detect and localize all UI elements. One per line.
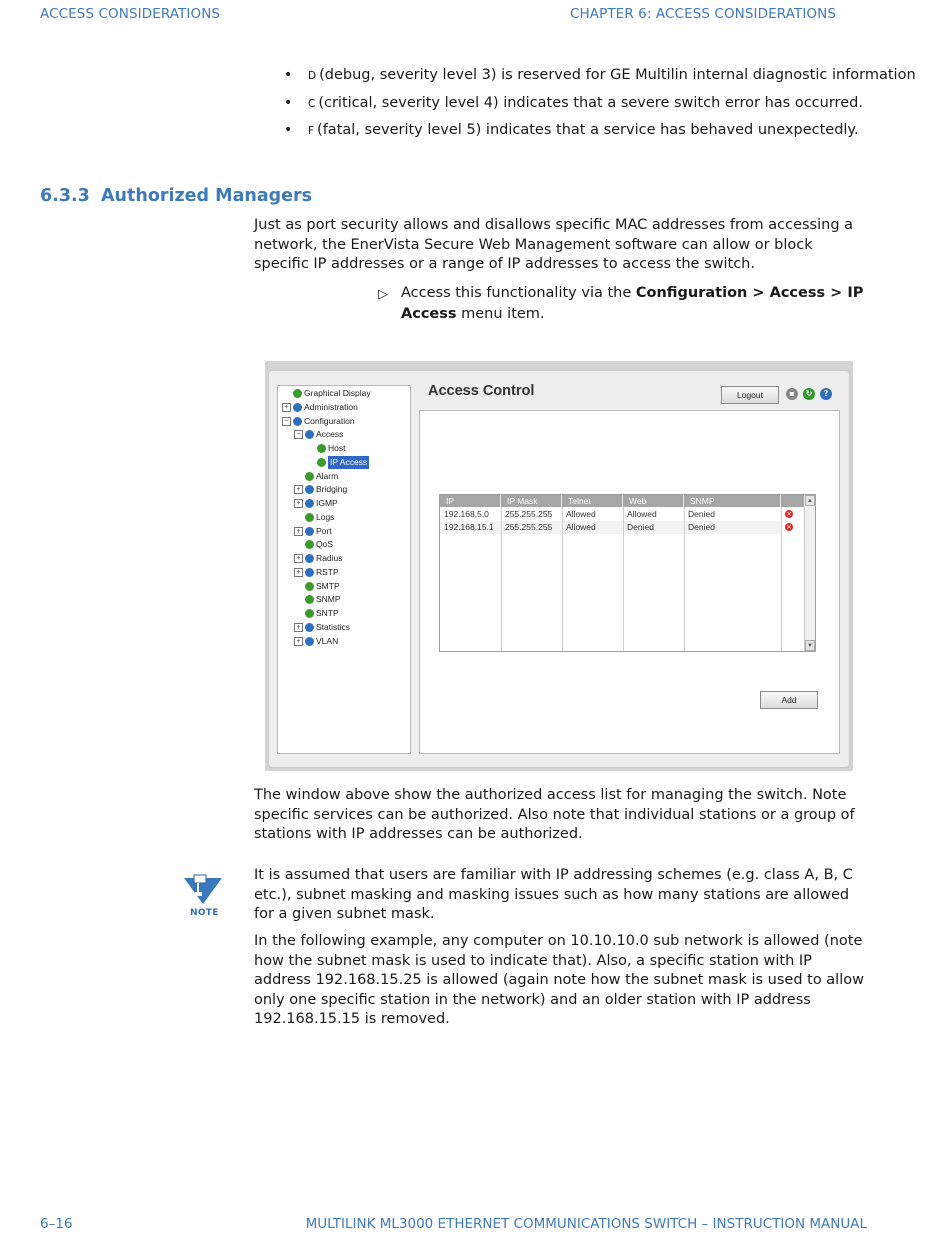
delete-icon[interactable]: × [786, 523, 792, 531]
screenshot-description: The window above show the authorized access list for managing the switch. Note specific services can be authorized. Also note that individual stations or a group of stations with IP addresses can be authorized. [254, 787, 855, 843]
tree-item-configuration[interactable] [282, 415, 406, 428]
section-number: 6.3.3 [40, 186, 90, 206]
expand-icon[interactable]: + [294, 637, 303, 646]
tree-item-label: RSTP [316, 566, 339, 577]
severity-code: C [308, 97, 316, 110]
tree-item-port[interactable] [294, 525, 406, 538]
logout-button[interactable]: Logout [721, 386, 779, 404]
tree-item-label: Alarm [316, 470, 339, 481]
running-footer: MULTILINK ML3000 ETHERNET COMMUNICATIONS SWITCH – INSTRUCTION MANUAL [305, 1216, 867, 1232]
app-window [268, 370, 850, 768]
tree-item-vlan[interactable] [294, 635, 406, 648]
expand-icon[interactable]: + [294, 499, 303, 508]
tree-item-label: Bridging [316, 484, 348, 495]
expand-icon[interactable]: + [294, 527, 303, 536]
folder-bullet-icon [305, 637, 314, 646]
folder-bullet-icon [305, 430, 314, 439]
folder-bullet-icon [305, 527, 314, 536]
tree-item-igmp[interactable] [294, 497, 406, 510]
tree-item-radius[interactable] [294, 552, 406, 565]
list-item: • C (critical, severity level 4) indicates that a severe switch error has occurred. [284, 94, 863, 111]
intro-paragraph: Just as port security allows and disallows specific MAC addresses from accessing a network, the EnerVista Secure Web Management software can allow or block specific IP addresses or a range of IP addresses to access the switch. [254, 217, 854, 273]
scroll-down-icon[interactable]: ▼ [805, 640, 815, 651]
folder-bullet-icon [305, 623, 314, 632]
folder-bullet-icon [305, 485, 314, 494]
tree-item-host[interactable] [306, 442, 406, 455]
tree-item-label: SNTP [316, 608, 339, 618]
access-control-screenshot [265, 361, 853, 771]
table-cell: 192.168.5.0 [444, 509, 489, 519]
tree-item-label: Administration [304, 401, 358, 412]
folder-bullet-icon [293, 417, 302, 426]
expand-icon[interactable]: + [294, 554, 303, 563]
collapse-icon[interactable]: − [294, 430, 303, 439]
severity-text: (debug, severity level 3) is reserved for GE Multilin internal diagnostic information [319, 67, 916, 83]
tree-item-label: VLAN [316, 635, 339, 646]
table-cell: 192.168.15.1 [444, 522, 494, 532]
navigation-tree [277, 385, 411, 754]
column-header[interactable]: Telnet [562, 495, 623, 507]
tree-item-label: Port [316, 525, 332, 536]
running-header-left: ACCESS CONSIDERATIONS [40, 6, 221, 22]
page-bullet-icon [293, 389, 302, 398]
page-bullet-icon [305, 472, 314, 481]
refresh-icon[interactable]: ↻ [803, 388, 815, 400]
column-header[interactable]: Web [623, 495, 684, 507]
folder-bullet-icon [305, 554, 314, 563]
section-title: Authorized Managers [101, 186, 313, 206]
tree-item-qos[interactable] [294, 538, 406, 551]
folder-bullet-icon [305, 499, 314, 508]
menu-path-instruction: ▷ Access this functionality via the Configuration > Access > IP Access menu item. [378, 285, 864, 322]
tree-item-smtp[interactable] [294, 580, 406, 593]
running-header-right: CHAPTER 6: ACCESS CONSIDERATIONS [569, 6, 836, 22]
add-button[interactable]: Add [760, 691, 818, 709]
table-cell: Denied [627, 522, 654, 532]
tree-item-logs[interactable] [294, 511, 406, 524]
tree-item-sntp[interactable] [294, 607, 406, 620]
column-header[interactable]: IP [440, 495, 501, 507]
tree-item-label: SNMP [316, 594, 341, 605]
folder-bullet-icon [293, 403, 302, 412]
page-title: Access Control [428, 383, 535, 399]
column-header [781, 495, 805, 507]
tree-item-label: Host [328, 443, 346, 453]
note-label: NOTE [190, 908, 219, 918]
page-bullet-icon [317, 444, 326, 453]
table-cell: 255.255.255 [505, 509, 553, 519]
tree-item-label: Radius [316, 553, 343, 563]
severity-code: D [308, 70, 317, 82]
list-item: • D (debug, severity level 3) is reserved for GE Multilin internal diagnostic information [284, 67, 916, 83]
content-area [419, 379, 840, 754]
ip-access-table [439, 494, 816, 652]
page-bullet-icon [305, 582, 314, 591]
tree-item-alarm[interactable] [294, 470, 406, 483]
tree-item-ip-access[interactable] [306, 456, 406, 469]
expand-icon[interactable]: + [294, 623, 303, 632]
tree-item-label: Logs [316, 511, 335, 522]
tree-item-label: Access [316, 429, 344, 440]
expand-icon[interactable]: + [294, 485, 303, 494]
severity-text: (critical, severity level 4) indicates that a severe switch error has occurred. [318, 94, 863, 111]
tree-item-access[interactable] [294, 428, 406, 441]
note-text: It is assumed that users are familiar with IP addressing schemes (e.g. class A, B, C etc.), subnet masking and masking issues such as how many stations are allowed for a given subnet mask. [254, 867, 853, 923]
content-panel [419, 410, 840, 754]
tree-item-label: IGMP [316, 498, 338, 508]
page-number: 6–16 [40, 1216, 73, 1232]
column-header[interactable]: IP Mask [501, 495, 562, 507]
tree-item-rstp[interactable] [294, 566, 406, 579]
tree-item-snmp[interactable] [294, 593, 406, 606]
page-bullet-icon [305, 609, 314, 618]
page-bullet-icon [305, 513, 314, 522]
table-cell: Denied [688, 509, 715, 519]
page-bullet-icon [317, 458, 326, 467]
tree-item-label: IP Access [330, 456, 368, 467]
tree-item-label: Configuration [304, 415, 355, 426]
delete-icon[interactable]: × [786, 510, 792, 518]
table-cell: Denied [688, 522, 715, 532]
table-cell: Allowed [566, 509, 596, 519]
table-cell: Allowed [566, 522, 596, 532]
example-paragraph: In the following example, any computer on 10.10.10.0 sub network is allowed (note how the subnet mask is used to indicate that). Also, a specific station with IP address 192.168.15.25 is allowed (again note how the subnet mask is used to allow only one specific station in the network) and an older station with IP address 192.168.15.15 is removed. [254, 933, 864, 1028]
scroll-up-icon[interactable]: ▲ [805, 495, 815, 506]
column-header[interactable]: SNMP [684, 495, 781, 507]
tree-item-bridging[interactable] [294, 483, 406, 496]
tree-item-label: Statistics [316, 621, 351, 632]
tree-item-label: SMTP [316, 580, 340, 591]
list-item: • F (fatal, severity level 5) indicates that a service has behaved unexpectedly. [284, 122, 859, 138]
page-bullet-icon [305, 595, 314, 604]
severity-text: (fatal, severity level 5) indicates that a service has behaved unexpectedly. [317, 122, 859, 138]
severity-code: F [308, 125, 315, 137]
folder-bullet-icon [305, 568, 314, 577]
tree-item-administration[interactable] [282, 401, 406, 414]
triangle-icon: ▷ [378, 287, 388, 302]
save-icon[interactable]: ▪ [786, 388, 798, 400]
tree-item-label: QoS [316, 539, 334, 550]
tree-item-graphical-display[interactable] [282, 387, 406, 400]
expand-icon[interactable]: + [282, 403, 291, 412]
page-bullet-icon [305, 540, 314, 549]
menu-path: Configuration > Access > IP Access [401, 285, 864, 322]
table-scrollbar[interactable] [804, 495, 815, 651]
collapse-icon[interactable]: − [282, 417, 291, 426]
tree-item-statistics[interactable] [294, 621, 406, 634]
expand-icon[interactable]: + [294, 568, 303, 577]
tree-item-label: Graphical Display [304, 388, 371, 398]
table-cell: Allowed [627, 509, 657, 519]
help-icon[interactable]: ? [820, 388, 832, 400]
table-cell: 255.255.255 [505, 522, 553, 532]
severity-bullet-list [284, 62, 916, 145]
